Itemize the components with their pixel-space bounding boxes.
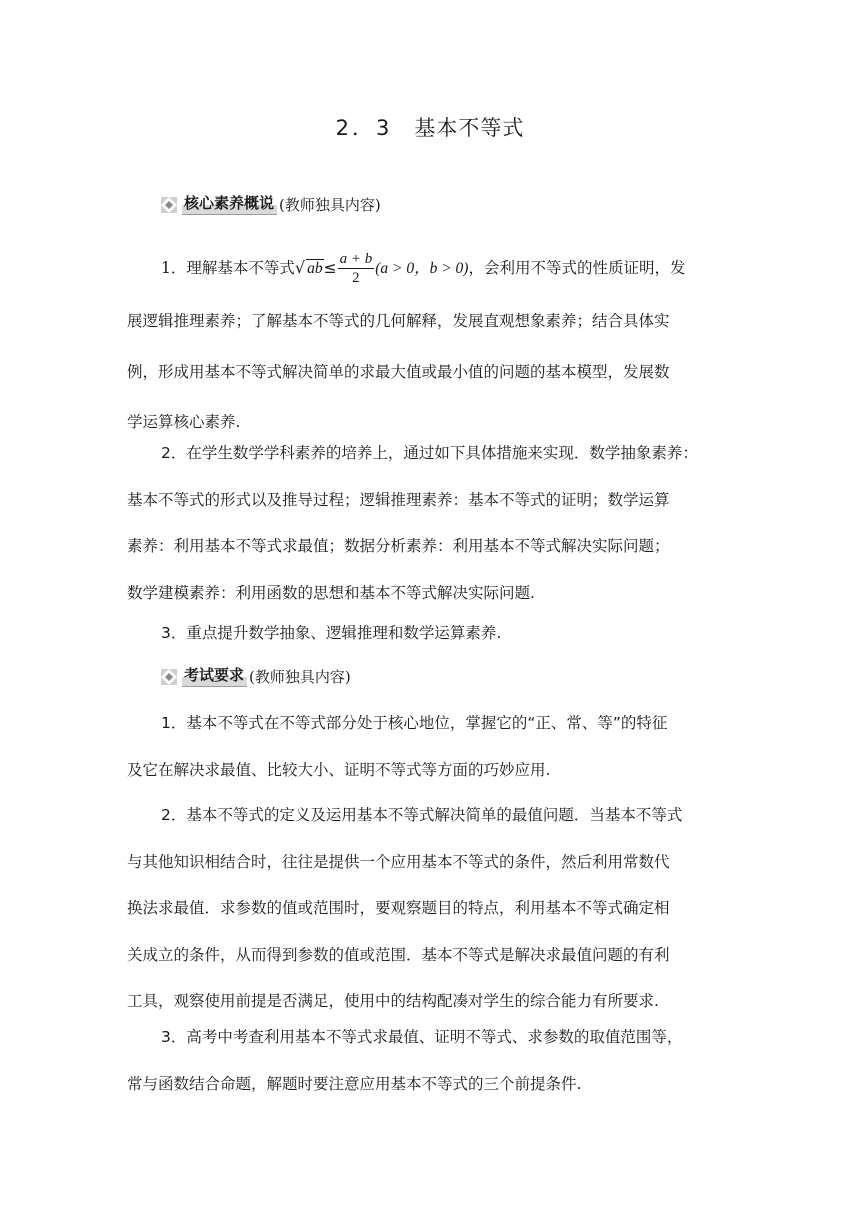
section-header-core-literacy [160,192,381,215]
text-line: 换法求最值．求参数的值或范围时，要观察题目的特点，利用基本不等式确定相 [127,899,670,917]
fraction-denominator: 2 [352,270,360,286]
paragraph [127,436,733,610]
sqrt-expression: ab [307,260,323,277]
text-line: 数学建模素养：利用函数的思想和基本不等式解决实际问题. [127,583,535,602]
fraction [338,250,375,287]
paragraph: 1．理解基本不等式√ ab≤ $\frac{a + b}{2}$ (a > 0，b > 0)，会利用不等式的性质证明，发 展逻辑推理素养；了解基本不等式的几何解释，发展直观想象素养；结合具体实 例，形成用基本不等式解决简单的求最大值或最小值的问题的基本模型，发展数 学运算核心素养. [127,248,733,440]
text-line: 2．基本不等式的定义及运用基本不等式解决简单的最值问题．当基本不等式 [161,806,683,824]
paragraph [127,706,733,787]
text-line: 2．在学生数学学科素养的培养上，通过如下具体措施来实现．数学抽象素养： [161,444,698,462]
text-line: 与其他知识相结合时，往往是提供一个应用基本不等式的条件，然后利用常数代 [127,852,670,871]
le-symbol: ≤ [323,259,337,277]
fraction-numerator: a + b [339,251,373,267]
condition: (a > 0，b > 0) [375,260,469,277]
section-number: 2．3 [335,116,393,140]
text-line: 及它在解决求最值、比较大小、证明不等式等方面的巧妙应用. [127,760,551,779]
section-header-exam-requirements [160,664,351,687]
text-line: 展逻辑推理素养；了解基本不等式的几何解释，发展直观想象素养；结合具体实 [127,312,670,330]
text-run: ，会利用不等式的性质证明，发 [468,259,686,277]
text-line: 基本不等式的形式以及推导过程；逻辑推理素养：基本不等式的证明；数学运算 [127,490,670,509]
section-title-text: 基本不等式 [414,116,525,140]
text-line: 工具，观察使用前提是否满足，使用中的结构配凑对学生的综合能力有所要求. [127,992,659,1010]
text-line: 学运算核心素养. [127,413,241,431]
section-note: (教师独具内容) [279,196,381,214]
section-note: (教师独具内容) [249,668,351,686]
text-run: 1．理解基本不等式 [161,259,295,277]
section-label: 考试要求 [182,664,247,687]
text-line: 关成立的条件，从而得到参数的值或范围．基本不等式是解决求最值问题的有利 [127,945,670,964]
text-line: 例，形成用基本不等式解决简单的求最大值或最小值的问题的基本模型，发展数 [127,362,670,381]
paragraph [127,798,733,1019]
text-line: 常与函数结合命题，解题时要注意应用基本不等式的三个前提条件. [127,1074,582,1093]
text-line: 素养：利用基本不等式求最值；数据分析素养：利用基本不等式解决实际问题； [127,537,670,555]
page-title [0,112,860,142]
paragraph [127,616,733,651]
text-line: 3．高考中考查利用基本不等式求最值、证明不等式、求参数的取值范围等， [161,1028,683,1046]
paragraph [127,1020,733,1101]
section-label: 核心素养概说 [182,192,277,215]
text-line: 1．基本不等式在不等式部分处于核心地位，掌握它的“正、常、等”的特征 [161,714,668,732]
text-line: 3．重点提升数学抽象、逻辑推理和数学运算素养. [161,624,502,642]
diamond-marker-icon [160,196,178,214]
diamond-marker-icon [160,668,178,686]
